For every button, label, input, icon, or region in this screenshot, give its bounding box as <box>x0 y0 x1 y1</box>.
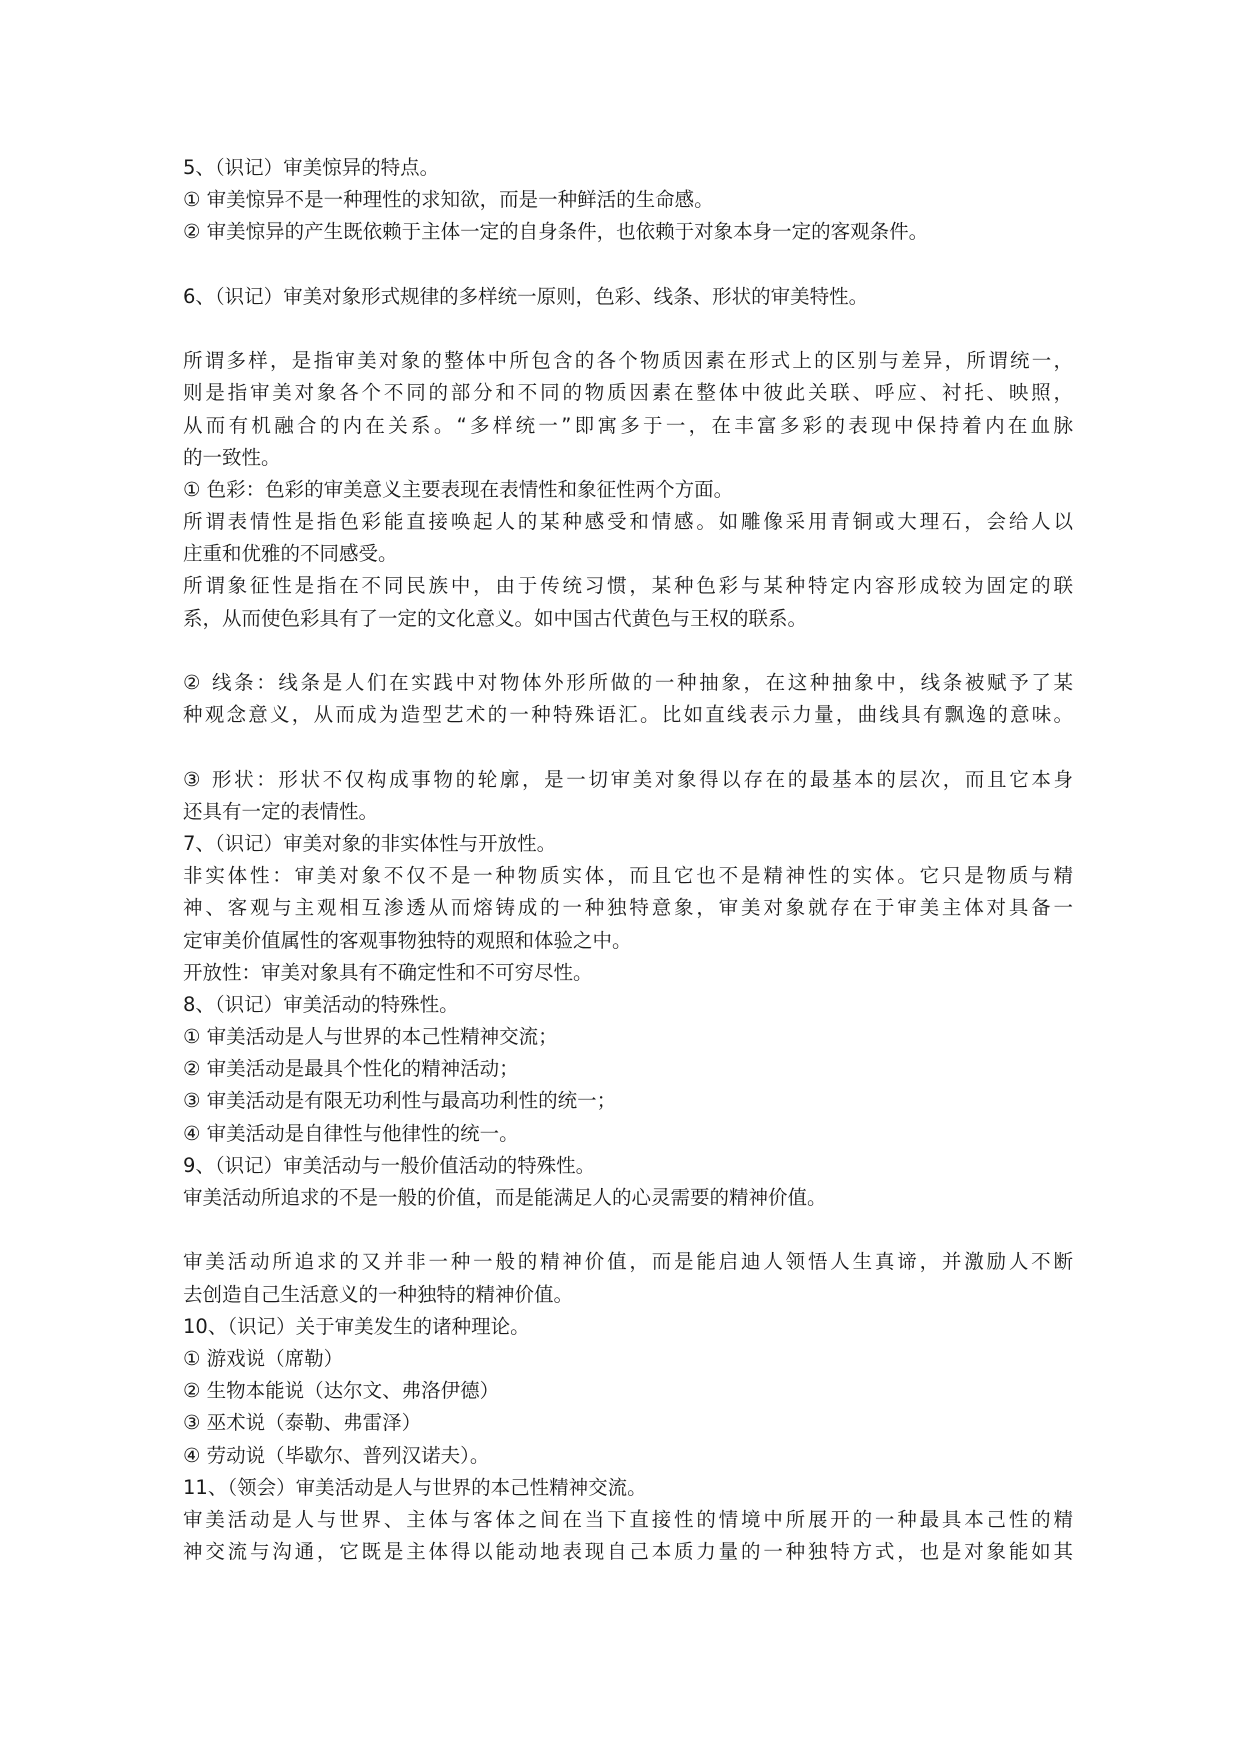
text-line: ④ 劳动说（毕歇尔、普列汉诺夫）。 <box>183 1443 490 1467</box>
text-line: 的一致性。 <box>183 445 281 469</box>
text-line: 还具有一定的表情性。 <box>183 799 379 823</box>
text-line: 所谓象征性是指在不同民族中，由于传统习惯，某种色彩与某种特定内容形成较为固定的联 <box>183 574 1073 598</box>
blank-line <box>183 731 1073 763</box>
blank-line <box>183 1214 1073 1246</box>
text-line: ① 色彩：色彩的审美意义主要表现在表情性和象征性两个方面。 <box>183 477 734 501</box>
text-line: ① 游戏说（席勒） <box>183 1346 344 1370</box>
blank-line <box>183 313 1073 345</box>
text-line: 从而有机融合的内在关系。“多样统一”即寓多于一，在丰富多彩的表现中保持着内在血脉 <box>183 413 1073 437</box>
text-line: ③ 巫术说（泰勒、弗雷泽） <box>183 1411 422 1435</box>
text-line: 种观念意义，从而成为造型艺术的一种特殊语汇。比如直线表示力量，曲线具有飘逸的意味。 <box>183 703 1073 727</box>
text-line: 庄重和优雅的不同感受。 <box>183 542 398 566</box>
text-line: 非实体性：审美对象不仅不是一种物质实体，而且它也不是精神性的实体。它只是物质与精 <box>183 864 1073 888</box>
text-line: 所谓表情性是指色彩能直接唤起人的某种感受和情感。如雕像采用青铜或大理石，会给人以 <box>183 510 1073 534</box>
text-line: ② 审美活动是最具个性化的精神活动； <box>183 1057 519 1081</box>
text-line: 10、（识记）关于审美发生的诸种理论。 <box>183 1314 530 1338</box>
text-line: 审美活动是人与世界、主体与客体之间在当下直接性的情境中所展开的一种最具本己性的精 <box>183 1507 1073 1531</box>
text-line: 8、（识记）审美活动的特殊性。 <box>183 992 459 1016</box>
text-line: 7、（识记）审美对象的非实体性与开放性。 <box>183 831 557 855</box>
text-line: 审美活动所追求的又并非一种一般的精神价值，而是能启迪人领悟人生真谛，并激励人不断 <box>183 1250 1073 1274</box>
text-line: 所谓多样，是指审美对象的整体中所包含的各个物质因素在形式上的区别与差异，所谓统一， <box>183 349 1073 373</box>
text-line: 神交流与沟通，它既是主体得以能动地表现自己本质力量的一种独特方式，也是对象能如其 <box>183 1540 1073 1564</box>
text-line: 5、（识记）审美惊异的特点。 <box>183 156 440 179</box>
text-line: ② 审美惊异的产生既依赖于主体一定的自身条件，也依赖于对象本身一定的客观条件。 <box>183 220 929 244</box>
text-line: 6、（识记）审美对象形式规律的多样统一原则，色彩、线条、形状的审美特性。 <box>183 284 869 308</box>
text-line: ① 审美活动是人与世界的本己性精神交流； <box>183 1025 558 1049</box>
text-line: ② 线条：线条是人们在实践中对物体外形所做的一种抽象，在这种抽象中，线条被赋予了某 <box>183 671 1073 694</box>
text-line: ② 生物本能说（达尔文、弗洛伊德） <box>183 1379 500 1403</box>
text-line: ③ 形状：形状不仅构成事物的轮廓，是一切审美对象得以存在的最基本的层次，而且它本身 <box>183 767 1073 791</box>
text-line: 9、（识记）审美活动与一般价值活动的特殊性。 <box>183 1153 596 1177</box>
blank-line <box>183 249 1073 281</box>
text-line: ① 审美惊异不是一种理性的求知欲，而是一种鲜活的生命感。 <box>183 188 714 212</box>
text-line: ④ 审美活动是自律性与他律性的统一。 <box>183 1121 519 1145</box>
text-line: 则是指审美对象各个不同的部分和不同的物质因素在整体中彼此关联、呼应、衬托、映照， <box>183 381 1073 405</box>
text-line: ③ 审美活动是有限无功利性与最高功利性的统一； <box>183 1089 617 1113</box>
text-line: 神、客观与主观相互渗透从而熔铸成的一种独特意象，审美对象就存在于审美主体对具备一 <box>183 896 1073 920</box>
document-body <box>183 152 1073 1568</box>
text-line: 去创造自己生活意义的一种独特的精神价值。 <box>183 1282 574 1306</box>
text-line: 系，从而使色彩具有了一定的文化意义。如中国古代黄色与王权的联系。 <box>183 606 808 630</box>
text-line: 审美活动所追求的不是一般的价值，而是能满足人的心灵需要的精神价值。 <box>183 1186 827 1209</box>
text-line: 11、（领会）审美活动是人与世界的本己性精神交流。 <box>183 1475 647 1499</box>
text-line: 开放性：审美对象具有不确定性和不可穷尽性。 <box>183 960 593 984</box>
text-line: 定审美价值属性的客观事物独特的观照和体验之中。 <box>183 928 632 952</box>
blank-line <box>183 635 1073 667</box>
